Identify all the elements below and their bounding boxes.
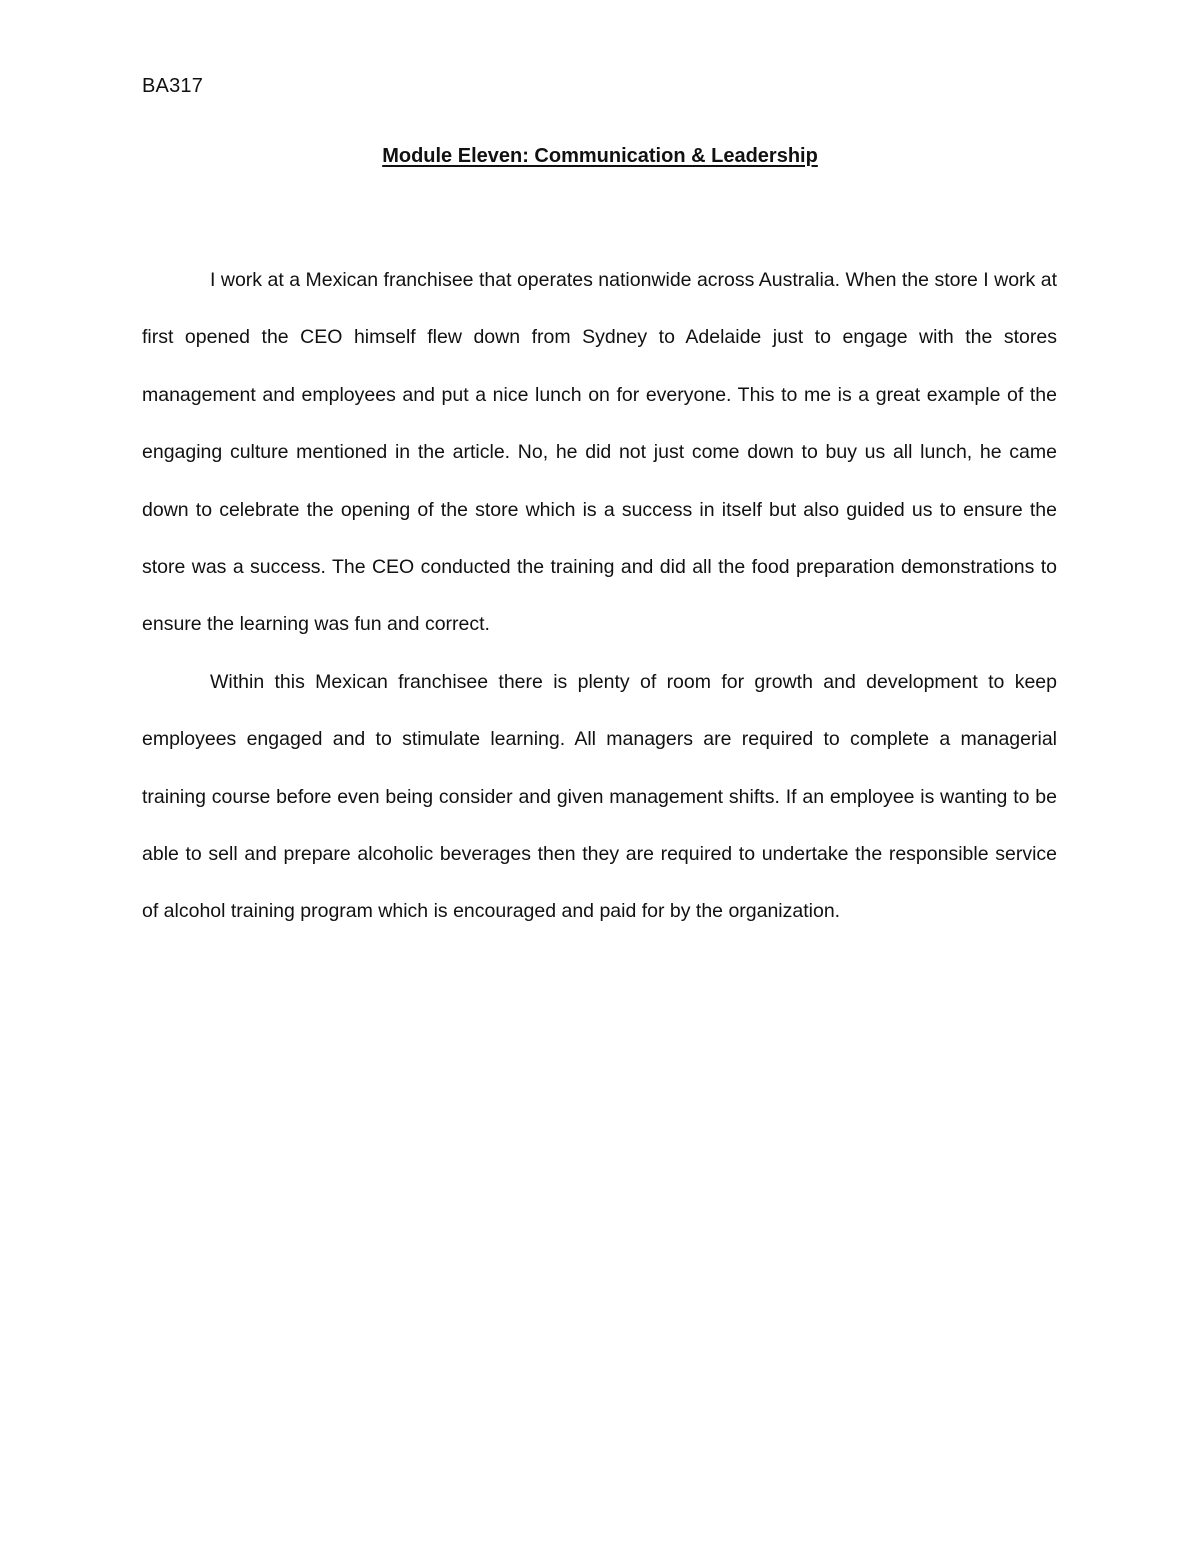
document-body	[142, 252, 1057, 941]
document-title: Module Eleven: Communication & Leadership	[382, 145, 818, 167]
header-course-code: BA317	[142, 75, 204, 97]
paragraph: I work at a Mexican franchisee that operates nationwide across Australia. When the store I work at first opened the CEO himself flew down from Sydney to Adelaide just to engage with the stores management and employees and put a nice lunch on for everyone. This to me is a great example of the engaging culture mentioned in the article. No, he did not just come down to buy us all lunch, he came down to celebrate the opening of the store which is a success in itself but also guided us to ensure the store was a success. The CEO conducted the training and did all the food preparation demonstrations to ensure the learning was fun and correct.	[142, 269, 1057, 636]
paragraph: Within this Mexican franchisee there is plenty of room for growth and development to keep employees engaged and to stimulate learning. All managers are required to complete a managerial training course before even being consider and given management shifts. If an employee is wanting to be able to sell and prepare alcoholic beverages then they are required to undertake the responsible service of alcohol training program which is encouraged and paid for by the organization.	[142, 670, 1057, 923]
